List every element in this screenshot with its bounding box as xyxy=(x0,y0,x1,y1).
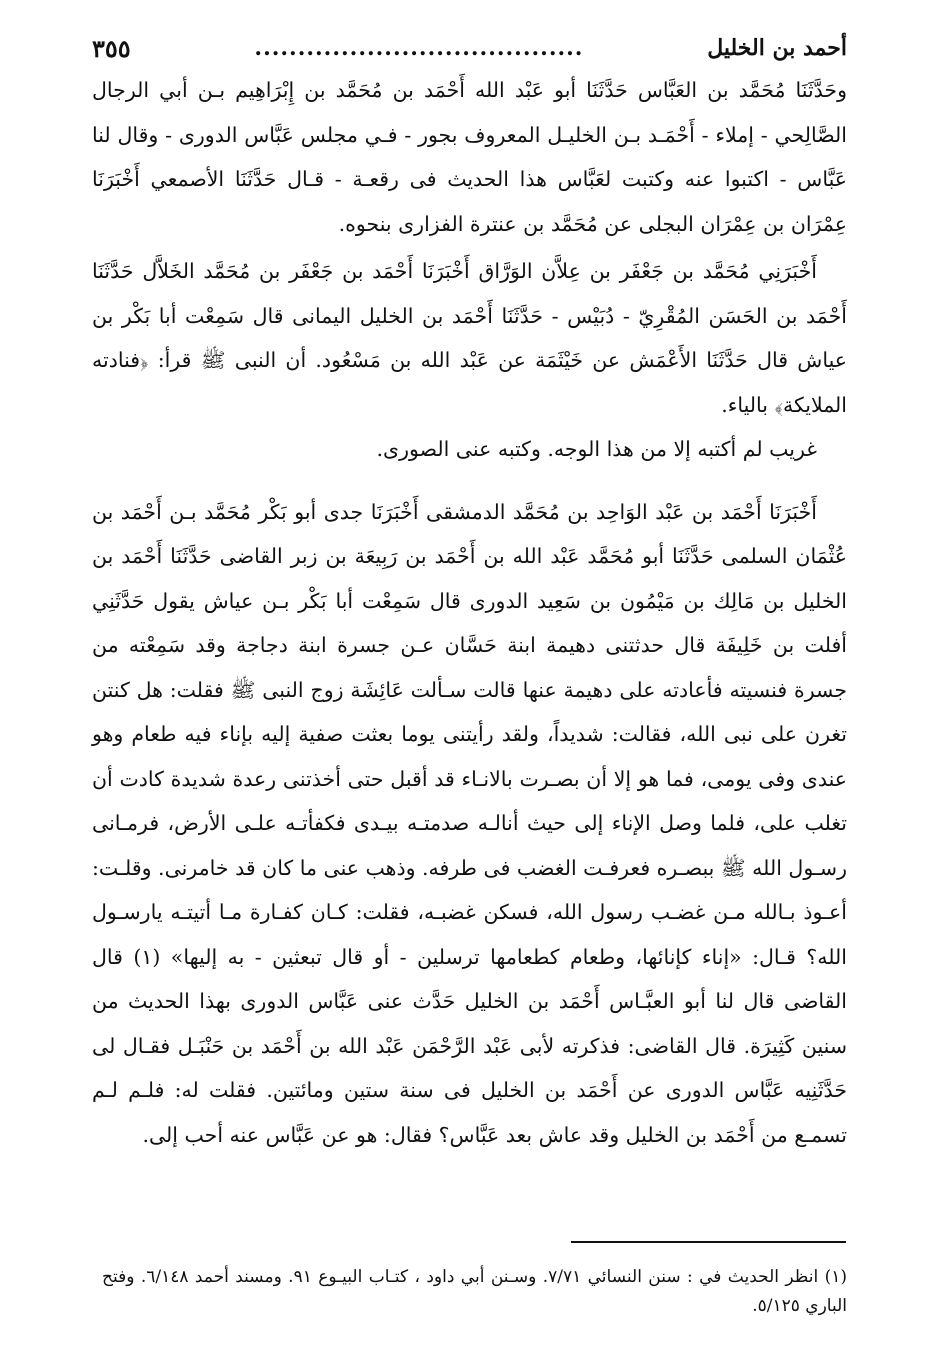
running-title: أحمد بن الخليل xyxy=(707,35,847,61)
footnotes xyxy=(102,1263,847,1321)
paragraph: غريب لم أكتبه إلا من هذا الوجه. وكتبه عنى الصورى. xyxy=(376,437,817,461)
footnote: (١) انظر الحديث في : سنن النسائي ٧/٧١. وسـنن أبي داود ، كتـاب البيـوع ٩١. ومسند أحمد ٦/١٤٨. وفتح الباري ٥/١٢٥. xyxy=(102,1267,847,1316)
main-text xyxy=(92,68,847,1157)
running-header xyxy=(92,28,847,68)
book-page xyxy=(92,28,847,1157)
footnote-separator xyxy=(571,1241,846,1243)
header-leader-dots: ...................................... xyxy=(254,35,584,61)
paragraph: وحَدَّثَنَا مُحَمَّد بن العَبَّاس حَدَّثَنَا أبو عَبْد الله أَحْمَد بن مُحَمَّد بن إِبْرَاهِيم بـن أبي الرجال الصَّالِحي - إملاء - أَحْمَـد بـن الخليـل المعروف بجور - فـي مجلس عَبَّاس الدورى - وقال لنا عَبَّاس - اكتبوا عنه وكتبت لعَبَّاس هذا الحديث فى رقعـة - قـال حَدَّثَنَا الأصمعي أَخْبَرَنَا عِمْرَان بن عِمْرَان البجلى عن مُحَمَّد بن عنترة الفزارى بنحوه. xyxy=(92,78,847,236)
paragraph: أَخْبَرَنِي مُحَمَّد بن جَعْفَر بن عِلاَّن الوَرَّاق أَخْبَرَنَا أَحْمَد بن جَعْفَر بن مُحَمَّد الخَلاَّل حَدَّثَنَا أَحْمَد بن الحَسَن المُقْرِيّ - دُبَيْس - حَدَّثَنَا أَحْمَد بن الخليل اليمانى قال سَمِعْت أبا بَكْر بن عياش قال حَدَّثَنَا الأَعْمَش عن خَيْثَمَة عن عَبْد الله بن مَسْعُود. أن النبى ﷺ قرأ: ﴿فنادته الملايكة﴾ بالياء. xyxy=(92,259,847,417)
page-number: ٣٥٥ xyxy=(92,33,131,63)
paragraph: أَخْبَرَنَا أَحْمَد بن عَبْد الوَاحِد بن مُحَمَّد الدمشقى أَخْبَرَنَا جدى أبو بَكْر مُحَمَّد بـن أَحْمَد بن عُثْمَان السلمى حَدَّثَنَا أبو مُحَمَّد عَبْد الله بن أَحْمَد بن رَبِيعَة بن زبر القاضى حَدَّثَنَا أَحْمَد بن الخليل بن مَالِك بن مَيْمُون بن سَعِيد الدورى قال سَمِعْت أبا بَكْر بـن عياش يقول حَدَّثَنِي أفلت بن خَلِيفَة قال حدثتنى دهيمة ابنة حَسَّان عـن جسرة ابنة دجاجة وقد سَمِعْته من جسرة فنسيته فأعادته على دهيمة عنها قالت سـألت عَائِشَة زوج النبى ﷺ فقلت: هل كنتن تغرن على نبى الله، فقالت: شديداً، ولقد رأيتنى يوما بعثت صفية إليه بإناء فيه طعام وهو عندى وفى يومى، فما هو إلا أن بصـرت بالانـاء قد أقبل حتى أخذتنى رعدة شديدة كادت أن تغلب على، فلما وصل الإناء إلى حيث أنالـه صدمتـه بيـدى فكفأتـه علـى الأرض، فرمـانى رسـول الله ﷺ ببصـره فعرفـت الغضب فى طرفه. وذهب عنى ما كان قد خامرنى. وقلـت: أعـوذ بـالله مـن غضـب رسول الله، فسكن غضبـه، فقلت: كـان كفـارة مـا أتيتـه يارسـول الله؟ قـال: «إناء كإنائها، وطعام كطعامها ترسلين - أو قال تبعثين - به إليها» (١) قال القاضى قال لنا أبو العبَّـاس أَحْمَد بن الخليل حَدَّث عنى عَبَّاس الدورى بهذا الحديث من سنين كَثِيرَة. قال القاضى: فذكرته لأبى عَبْد الرَّحْمَن عَبْد الله بن أَحْمَد بن حَنْبَـل فقـال لى حَدَّثَنِيه عَبَّاس الدورى عن أَحْمَد بن الخليل فى سنة ستين ومائتين. فقلت له: فلـم لـم تسمـع من أَحْمَد بن الخليل وقد عاش بعد عَبَّاس؟ فقال: هو عن عَبَّاس عنه أحب إلى. xyxy=(92,499,847,1147)
